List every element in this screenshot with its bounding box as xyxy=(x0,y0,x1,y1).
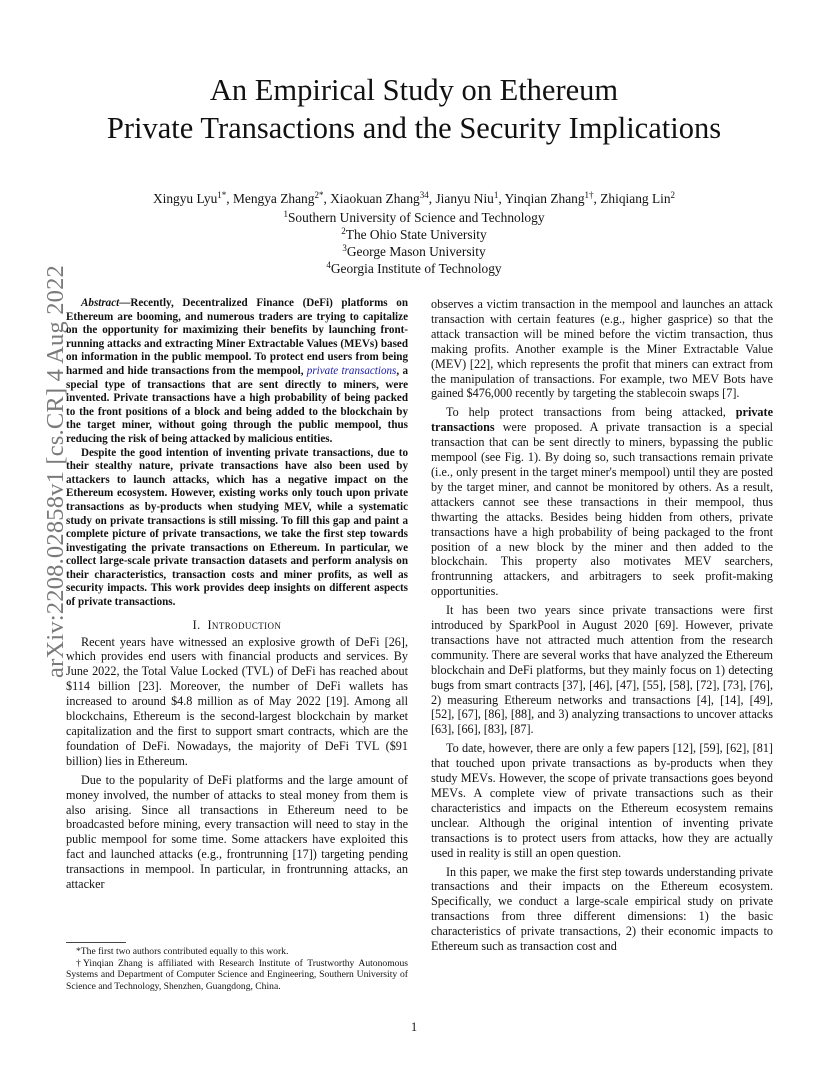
page-number: 1 xyxy=(410,1020,418,1034)
affiliation xyxy=(0,243,828,260)
affiliation-name: Southern University of Science and Technology xyxy=(287,210,545,225)
body-paragraph: In this paper, we make the first step towards understanding private transactions and their impacts on the Ethereum ecosystem. Specifically, we conduct a large-scale empirical study on private transactions from three different dimensions: 1) the basic characteristics of private transactions, 2) their economic impacts to Ethereum such as transaction cost and xyxy=(431,864,773,954)
section-title: Introduction xyxy=(207,617,282,632)
footnote: *The first two authors contributed equally to this work. xyxy=(76,946,289,957)
affiliation-mark: 1 xyxy=(283,209,288,219)
affiliation xyxy=(0,226,828,243)
author-affil-mark: 2* xyxy=(314,190,324,200)
affiliation-mark: 4 xyxy=(326,260,331,270)
abstract-paragraph xyxy=(66,297,408,447)
author-affil-mark: 1† xyxy=(584,190,594,200)
section-number: I. xyxy=(192,617,201,632)
body-paragraph xyxy=(431,405,773,599)
footnotes xyxy=(66,946,408,992)
author-list: Xingyu Lyu$^{1*}$, Mengya Zhang$^{2*}$, Xiaokuan Zhang$^{34}$, Jianyu Niu$^1$, Yinqian Zhang$^{1\dagger}$, Zhiqiang Lin$^2$ xyxy=(152,190,676,206)
author-name: Jianyu Niu xyxy=(435,191,494,206)
body-paragraph: It has been two years since private transactions were first introduced by SparkPool in August 2020 [69]. However, private transactions have not attracted much attention from the research community. There are several works that have analyzed the Ethereum blockchain and DeFi platforms, but they mainly focus on 1) detecting bugs from smart contracts [37], [46], [47], [55], [58], [72], [73], [76], 2) measuring Ethereum networks and transactions [4], [14], [49], [52], [67], [86], [88], and 3) analyzing transactions to uncover attacks [63], [66], [83], [87]. xyxy=(431,603,773,737)
affiliation xyxy=(0,260,828,277)
author-affil-mark: 1* xyxy=(217,190,227,200)
abstract-text: —Recently, Decentralized Finance (DeFi) platforms on Ethereum are booming, and numerous traders are trying to capitalize on the opportunity for maximizing their benefits by launching front-running attacks and extracting Miner Extractable Values (MEVs) based on information in the public mempool. To protect end users from being harmed and hide transactions from the mempool, xyxy=(66,297,408,377)
body-paragraph: To date, however, there are only a few papers [12], [59], [62], [81] that touched upon private transactions as by-products when they study MEVs. However, the scope of private transactions goes beyond MEVs. A complete view of private transactions such as their characteristics and impacts on the Ethereum ecosystem remains unclear. Although the original intention of inventing private transactions is to protect users from attacks, how they are actually used in reality is still an open question. xyxy=(431,741,773,860)
abstract-term-link: private transactions xyxy=(306,364,397,377)
author-affil-mark: 2 xyxy=(670,190,676,200)
title-line-2: Private Transactions and the Security Implications xyxy=(106,111,722,145)
right-column xyxy=(431,297,773,954)
body-paragraph: observes a victim transaction in the mempool and launches an attack transaction with certain features (e.g., higher gasprice) so that the attack transaction will be mined before the victim transaction, thus making profits. Another example is the Miner Extractable Value (MEV) [22], which represents the profit that miners can extract from the manipulation of transactions. For example, two MEV Bots have gained $476,000 recently by targeting the stablecoin swaps [7]. xyxy=(431,297,773,401)
left-column xyxy=(66,297,408,892)
author-affil-mark: 1 xyxy=(493,190,499,200)
author-name: Xiaokuan Zhang xyxy=(330,191,420,206)
body-text: were proposed. A private transaction is a special transaction that can be sent directly to miners, bypassing the public mempool (see Fig. 1). By doing so, such transactions remain private (i.e., only present in the target miner's mempool) until they are posted by the target miner, and cannot be monitored by others. As a result, attackers cannot see these transactions in their mempool, thus thwarting the attacks. Besides being hidden from others, private transactions have a high probability of being packaged to the front position of a new block by the miner and then added to the blockchain. This property also motivates MEV searchers, frontrunning attackers, and arbitragers to seek profit-making opportunities. xyxy=(431,420,773,599)
section-heading xyxy=(66,618,408,633)
abstract-label: Abstract xyxy=(81,297,120,309)
author-name: Yinqian Zhang xyxy=(504,191,585,206)
affiliation-name: Georgia Institute of Technology xyxy=(330,261,502,276)
affiliation-mark: 3 xyxy=(342,243,347,253)
affiliation-name: The Ohio State University xyxy=(345,227,487,242)
footnote: †Yinqian Zhang is affiliated with Research Institute of Trustworthy Autonomous Systems and Department of Computer Science and Engineering, Southern University of Science and Technology, Shenzhen, Guangdong, China. xyxy=(66,957,408,992)
abstract xyxy=(66,297,408,610)
body-paragraph: Recent years have witnessed an explosive growth of DeFi [26], which provides end users with financial products and services. By June 2022, the Total Value Locked (TVL) of DeFi has reached about $114 billion [23]. Moreover, the number of DeFi wallets has increased to around $4.8 million as of May 2022 [19]. Among all blockchains, Ethereum is the second-largest blockchain by market capitalization and the first to support smart contracts, which are the foundation of DeFi. Nowadays, the majority of DeFi TVL ($91 billion) lies in Ethereum. xyxy=(66,634,408,768)
author-name: Xingyu Lyu xyxy=(152,191,218,206)
footnote-rule xyxy=(66,942,126,943)
arxiv-stamp-text: arXiv:2208.02858v1 [cs.CR] 4 Aug 2022 xyxy=(42,265,69,678)
title-line-1: An Empirical Study on Ethereum xyxy=(209,73,619,107)
affiliation xyxy=(0,209,828,226)
affiliation-name: George Mason University xyxy=(346,244,486,259)
body-paragraph: Due to the popularity of DeFi platforms and the large amount of money involved, the number of attacks to steal money from them is also arising. Since all transactions in Ethereum need to be broadcasted before mining, every transaction will need to stay in the public mempool for some time. Some attackers have exploited this fact and launched attacks (e.g., frontrunning [17]) targeting pending transactions in mempool. In particular, in frontrunning attacks, an attacker xyxy=(66,772,408,892)
abstract-text: , a special type of transactions that are sent directly to miners, were invented. Private transactions have a high probability of being packed to the front positions of a block and being added to the blockchain by the target miner, without going through the public mempool, thus reducing the risk of being attacked by malicious entities. xyxy=(66,364,408,445)
body-text: To help protect transactions from being attacked, xyxy=(446,405,736,420)
affiliation-mark: 2 xyxy=(341,226,346,236)
author-affil-mark: 34 xyxy=(419,190,429,200)
bold-term: private transactions xyxy=(431,405,773,435)
paper-title xyxy=(0,71,828,147)
author-name: Mengya Zhang xyxy=(233,191,315,206)
abstract-paragraph: Despite the good intention of inventing private transactions, due to their stealthy nature, private transactions have also been used by attackers to launch attacks, which has a negative impact on the Ethereum ecosystem. However, existing works only touch upon private transactions as by-products when studying MEV, while a systematic study on private transactions is still missing. To fill this gap and paint a complete picture of private transactions, we take the first step towards investigating the private transactions on Ethereum. In particular, we collect large-scale private transaction datasets and perform analysis on their characteristics, transaction costs and miner profits, as well as security impacts. This work provides deep insights on different aspects of private transactions. xyxy=(66,446,408,609)
author-name: Zhiqiang Lin xyxy=(600,191,671,206)
